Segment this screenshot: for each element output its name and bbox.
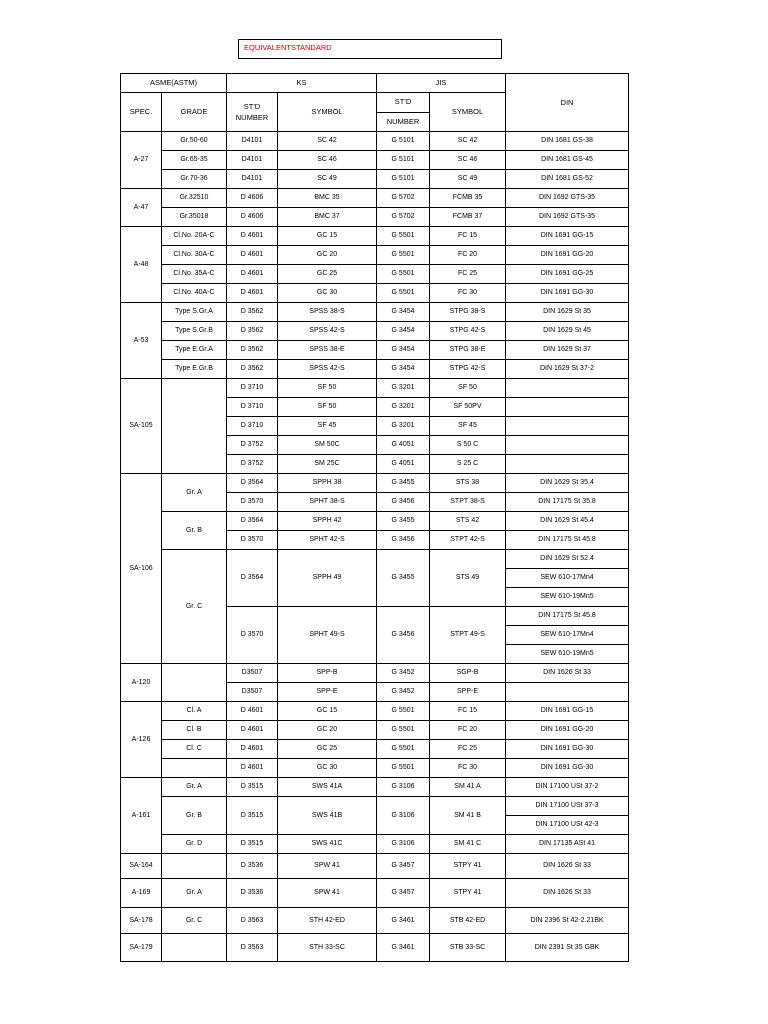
ks-std-number-cell: D 3564	[227, 474, 278, 493]
din-cell: DIN 2391 St 35 GBK	[506, 934, 629, 962]
jis-std-number-cell: G 3454	[377, 322, 430, 341]
jis-symbol-cell: STPT 38-S	[430, 493, 506, 512]
ks-std-number-cell: D 3536	[227, 879, 278, 908]
grade-cell: Gr. C	[162, 908, 227, 934]
jis-symbol-cell: STB 42-ED	[430, 908, 506, 934]
spec-cell: SA-178	[121, 908, 162, 934]
grade-cell: Cl. A	[162, 702, 227, 721]
table-row	[121, 759, 629, 778]
jis-std-number-cell: G 3452	[377, 683, 430, 702]
ks-symbol-cell: SWS 41A	[278, 778, 377, 797]
ks-std-number-cell: D4101	[227, 132, 278, 151]
ks-std-number-cell: D 3570	[227, 531, 278, 550]
ks-symbol-cell: SPPH 38	[278, 474, 377, 493]
spec-cell: A-47	[121, 189, 162, 227]
ks-std-number-cell: D 3570	[227, 607, 278, 664]
jis-std-number-cell: G 3461	[377, 908, 430, 934]
jis-symbol-cell: SF 45	[430, 417, 506, 436]
table-row	[121, 246, 629, 265]
jis-std-number-cell: G 3457	[377, 854, 430, 879]
ks-symbol-cell: SPPH 49	[278, 550, 377, 607]
jis-symbol-cell: S 25 C	[430, 455, 506, 474]
ks-symbol-cell: SF 50	[278, 398, 377, 417]
spec-cell: A-169	[121, 879, 162, 908]
ks-std-number-cell: D 3564	[227, 550, 278, 607]
jis-std-number-cell: G 3454	[377, 360, 430, 379]
ks-std-number-cell: D 4601	[227, 759, 278, 778]
table-row	[121, 854, 629, 879]
header-spec: SPEC.	[121, 93, 162, 132]
jis-symbol-cell: STPT 49-S	[430, 607, 506, 664]
grade-cell: Cl. B	[162, 721, 227, 740]
din-cell	[506, 398, 629, 417]
ks-symbol-cell: SPP-B	[278, 664, 377, 683]
table-row	[121, 740, 629, 759]
din-cell: SEW 610-19Mn5	[506, 645, 629, 664]
din-cell	[506, 379, 629, 398]
spec-cell: A-53	[121, 303, 162, 379]
grade-cell: Gr. D	[162, 835, 227, 854]
grade-cell: Type E.Gr.B	[162, 360, 227, 379]
grade-cell: Gr.35018	[162, 208, 227, 227]
din-cell: DIN 1629 St 37-2	[506, 360, 629, 379]
ks-std-number-cell: D 4601	[227, 284, 278, 303]
jis-symbol-cell: SF 50PV	[430, 398, 506, 417]
ks-symbol-cell: GC 15	[278, 702, 377, 721]
ks-symbol-cell: SPW 41	[278, 854, 377, 879]
table-row	[121, 341, 629, 360]
table-row	[121, 797, 629, 816]
table-row	[121, 474, 629, 493]
din-cell	[506, 683, 629, 702]
grade-cell	[162, 759, 227, 778]
table-row	[121, 322, 629, 341]
table-row	[121, 721, 629, 740]
jis-std-number-cell: G 3201	[377, 379, 430, 398]
jis-std-number-cell: G 3454	[377, 303, 430, 322]
ks-symbol-cell: SF 50	[278, 379, 377, 398]
jis-std-number-cell: G 5501	[377, 227, 430, 246]
grade-cell: Gr. A	[162, 879, 227, 908]
jis-std-number-cell: G 5501	[377, 284, 430, 303]
ks-symbol-cell: SC 46	[278, 151, 377, 170]
table-row	[121, 908, 629, 934]
din-cell: DIN 1691 GG-15	[506, 227, 629, 246]
grade-cell: Gr.50-60	[162, 132, 227, 151]
din-cell: DIN 1691 GG-15	[506, 702, 629, 721]
grade-cell	[162, 664, 227, 702]
grade-cell: Cl.No. 35A-C	[162, 265, 227, 284]
ks-symbol-cell: SPSS 42-S	[278, 360, 377, 379]
jis-symbol-cell: SGP-B	[430, 664, 506, 683]
din-cell: DIN 1626 St 33	[506, 664, 629, 683]
grade-cell: Gr. C	[162, 550, 227, 664]
jis-std-number-cell: G 5501	[377, 265, 430, 284]
ks-symbol-cell: SM 50C	[278, 436, 377, 455]
header-jis-number: NUMBER	[377, 112, 430, 132]
table-row	[121, 265, 629, 284]
ks-std-number-cell: D 4606	[227, 189, 278, 208]
din-cell: DIN 1691 GG-20	[506, 721, 629, 740]
grade-cell: Gr.65-35	[162, 151, 227, 170]
ks-std-number-cell: D 3710	[227, 398, 278, 417]
jis-std-number-cell: G 3452	[377, 664, 430, 683]
header-ks-std-number: ST'D NUMBER	[227, 93, 278, 132]
ks-symbol-cell: SWS 41C	[278, 835, 377, 854]
spec-cell: SA-179	[121, 934, 162, 962]
table-body	[121, 132, 629, 962]
din-cell: SEW 610-19Mn5	[506, 588, 629, 607]
din-cell	[506, 436, 629, 455]
jis-std-number-cell: G 3455	[377, 474, 430, 493]
jis-symbol-cell: FC 20	[430, 721, 506, 740]
grade-cell: Type S.Gr.B	[162, 322, 227, 341]
table-row	[121, 151, 629, 170]
jis-std-number-cell: G 3201	[377, 398, 430, 417]
ks-symbol-cell: BMC 35	[278, 189, 377, 208]
ks-std-number-cell: D 3563	[227, 934, 278, 962]
din-cell: DIN 1629 St 45	[506, 322, 629, 341]
din-cell: DIN 1629 St 52.4	[506, 550, 629, 569]
jis-std-number-cell: G 3456	[377, 531, 430, 550]
ks-symbol-cell: STH 42-ED	[278, 908, 377, 934]
table-row	[121, 284, 629, 303]
grade-cell: Gr.70-36	[162, 170, 227, 189]
header-din: DIN	[506, 74, 629, 132]
din-cell: DIN 1692 GTS-35	[506, 189, 629, 208]
din-cell: SEW 610-17Mn4	[506, 626, 629, 645]
jis-symbol-cell: STS 38	[430, 474, 506, 493]
grade-cell: Gr. A	[162, 474, 227, 512]
jis-symbol-cell: FC 25	[430, 265, 506, 284]
ks-symbol-cell: GC 20	[278, 246, 377, 265]
jis-symbol-cell: SF 50	[430, 379, 506, 398]
ks-std-number-cell: D 4601	[227, 721, 278, 740]
ks-symbol-cell: SWS 41B	[278, 797, 377, 835]
jis-std-number-cell: G 3461	[377, 934, 430, 962]
din-cell: DIN 1691 GG-20	[506, 246, 629, 265]
jis-std-number-cell: G 3106	[377, 797, 430, 835]
jis-std-number-cell: G 5702	[377, 208, 430, 227]
jis-symbol-cell: FC 25	[430, 740, 506, 759]
ks-symbol-cell: GC 30	[278, 759, 377, 778]
grade-cell: Cl. C	[162, 740, 227, 759]
jis-std-number-cell: G 5101	[377, 132, 430, 151]
ks-symbol-cell: GC 20	[278, 721, 377, 740]
table-row	[121, 778, 629, 797]
table-row	[121, 360, 629, 379]
grade-cell: Cl.No. 30A-C	[162, 246, 227, 265]
table-row	[121, 379, 629, 398]
ks-std-number-cell: D 4601	[227, 702, 278, 721]
jis-std-number-cell: G 3106	[377, 835, 430, 854]
ks-symbol-cell: GC 25	[278, 740, 377, 759]
grade-cell: Gr. B	[162, 797, 227, 835]
din-cell: DIN 17175 St 35.8	[506, 493, 629, 512]
ks-symbol-cell: SPHT 38-S	[278, 493, 377, 512]
table-row	[121, 934, 629, 962]
ks-std-number-cell: D 3562	[227, 360, 278, 379]
ks-symbol-cell: SPP-E	[278, 683, 377, 702]
din-cell: DIN 1629 St 35.4	[506, 474, 629, 493]
ks-std-number-cell: D 3752	[227, 455, 278, 474]
table-row	[121, 132, 629, 151]
ks-std-number-cell: D 4606	[227, 208, 278, 227]
grade-cell: Type E.Gr.A	[162, 341, 227, 360]
jis-std-number-cell: G 5501	[377, 759, 430, 778]
jis-symbol-cell: FC 20	[430, 246, 506, 265]
ks-symbol-cell: BMC 37	[278, 208, 377, 227]
grade-cell	[162, 934, 227, 962]
din-cell: DIN 1626 St 33	[506, 854, 629, 879]
din-cell: DIN 2396 St 42-2.21BK	[506, 908, 629, 934]
header-ks-symbol: SYMBOL	[278, 93, 377, 132]
din-cell: DIN 17175 St 45.8	[506, 607, 629, 626]
din-cell: DIN 1681 GS-52	[506, 170, 629, 189]
ks-symbol-cell: SPPH 42	[278, 512, 377, 531]
ks-symbol-cell: GC 15	[278, 227, 377, 246]
ks-symbol-cell: SF 45	[278, 417, 377, 436]
jis-symbol-cell: STPG 42-S	[430, 322, 506, 341]
jis-std-number-cell: G 3457	[377, 879, 430, 908]
jis-std-number-cell: G 5501	[377, 702, 430, 721]
ks-std-number-cell: D 3515	[227, 778, 278, 797]
jis-symbol-cell: SM 41 B	[430, 797, 506, 835]
jis-std-number-cell: G 5501	[377, 721, 430, 740]
jis-symbol-cell: STB 33-SC	[430, 934, 506, 962]
jis-std-number-cell: G 3456	[377, 493, 430, 512]
ks-std-number-cell: D4101	[227, 170, 278, 189]
din-cell	[506, 417, 629, 436]
spec-cell: A-48	[121, 227, 162, 303]
ks-symbol-cell: SPHT 49-S	[278, 607, 377, 664]
table-row	[121, 227, 629, 246]
ks-symbol-cell: SPW 41	[278, 879, 377, 908]
table-row	[121, 550, 629, 569]
jis-symbol-cell: FC 30	[430, 284, 506, 303]
din-cell: DIN 1681 GS-45	[506, 151, 629, 170]
spec-cell: SA-164	[121, 854, 162, 879]
ks-symbol-cell: SPSS 38-E	[278, 341, 377, 360]
jis-symbol-cell: STPT 42-S	[430, 531, 506, 550]
din-cell: DIN 17100 USt 37-3	[506, 797, 629, 816]
jis-std-number-cell: G 3106	[377, 778, 430, 797]
ks-std-number-cell: D 3563	[227, 908, 278, 934]
ks-std-number-cell: D 3562	[227, 303, 278, 322]
spec-cell: SA-106	[121, 474, 162, 664]
grade-cell: Cl.No. 20A-C	[162, 227, 227, 246]
jis-std-number-cell: G 5702	[377, 189, 430, 208]
ks-symbol-cell: SPHT 42-S	[278, 531, 377, 550]
table-row	[121, 303, 629, 322]
table-row	[121, 512, 629, 531]
jis-symbol-cell: STS 42	[430, 512, 506, 531]
jis-std-number-cell: G 3454	[377, 341, 430, 360]
jis-symbol-cell: STPG 38-E	[430, 341, 506, 360]
jis-symbol-cell: STPY 41	[430, 879, 506, 908]
ks-std-number-cell: D 3536	[227, 854, 278, 879]
din-cell: DIN 17135 ASt 41	[506, 835, 629, 854]
ks-std-number-cell: D 3515	[227, 797, 278, 835]
header-jis-std: ST'D	[377, 93, 430, 113]
ks-std-number-cell: D 3752	[227, 436, 278, 455]
header-asme: ASME(ASTM)	[121, 74, 227, 93]
ks-std-number-cell: D 3562	[227, 341, 278, 360]
header-jis-symbol: SYMBOL	[430, 93, 506, 132]
spec-cell: A-126	[121, 702, 162, 778]
spec-cell: SA-105	[121, 379, 162, 474]
ks-std-number-cell: D 3570	[227, 493, 278, 512]
ks-symbol-cell: SPSS 42-S	[278, 322, 377, 341]
jis-symbol-cell: FC 15	[430, 702, 506, 721]
din-cell: DIN 1691 GG-30	[506, 759, 629, 778]
din-cell: DIN 1626 St 33	[506, 879, 629, 908]
din-cell: DIN 17100 USt 42-3	[506, 816, 629, 835]
ks-std-number-cell: D 3710	[227, 417, 278, 436]
grade-cell: Gr. B	[162, 512, 227, 550]
ks-std-number-cell: D 3564	[227, 512, 278, 531]
jis-std-number-cell: G 3456	[377, 607, 430, 664]
jis-std-number-cell: G 3455	[377, 512, 430, 531]
header-grade: GRADE	[162, 93, 227, 132]
spec-cell: A-120	[121, 664, 162, 702]
table-row	[121, 702, 629, 721]
spec-cell: A-27	[121, 132, 162, 189]
din-cell: DIN 1691 GG-30	[506, 740, 629, 759]
jis-symbol-cell: SPP-E	[430, 683, 506, 702]
jis-symbol-cell: FCMB 35	[430, 189, 506, 208]
jis-std-number-cell: G 5101	[377, 170, 430, 189]
jis-symbol-cell: SM 41 C	[430, 835, 506, 854]
jis-symbol-cell: SC 49	[430, 170, 506, 189]
ks-std-number-cell: D4101	[227, 151, 278, 170]
header-ks: KS	[227, 74, 377, 93]
ks-symbol-cell: GC 30	[278, 284, 377, 303]
table-row	[121, 208, 629, 227]
table-row	[121, 189, 629, 208]
grade-cell	[162, 854, 227, 879]
din-cell: DIN 1629 St 37	[506, 341, 629, 360]
din-cell: DIN 1629 St 35	[506, 303, 629, 322]
ks-std-number-cell: D 3710	[227, 379, 278, 398]
ks-symbol-cell: SC 49	[278, 170, 377, 189]
ks-std-number-cell: D 4601	[227, 246, 278, 265]
jis-symbol-cell: STPG 38-S	[430, 303, 506, 322]
ks-std-number-cell: D 4601	[227, 740, 278, 759]
din-cell: SEW 610-17Mn4	[506, 569, 629, 588]
jis-symbol-cell: SC 46	[430, 151, 506, 170]
grade-cell: Cl.No. 40A-C	[162, 284, 227, 303]
din-cell: DIN 1681 GS-38	[506, 132, 629, 151]
jis-std-number-cell: G 5101	[377, 151, 430, 170]
din-cell: DIN 17100 USt 37-2	[506, 778, 629, 797]
jis-symbol-cell: FC 15	[430, 227, 506, 246]
equivalent-standard-table	[120, 73, 629, 962]
document-title-box	[238, 39, 502, 59]
din-cell	[506, 455, 629, 474]
table-row	[121, 879, 629, 908]
table-row	[121, 170, 629, 189]
jis-symbol-cell: FCMB 37	[430, 208, 506, 227]
grade-cell: Type S.Gr.A	[162, 303, 227, 322]
din-cell: DIN 1691 GG-30	[506, 284, 629, 303]
jis-symbol-cell: STPY 41	[430, 854, 506, 879]
din-cell: DIN 17175 St 45.8	[506, 531, 629, 550]
ks-std-number-cell: D 4601	[227, 227, 278, 246]
jis-symbol-cell: FC 30	[430, 759, 506, 778]
jis-std-number-cell: G 5501	[377, 246, 430, 265]
jis-symbol-cell: S 50 C	[430, 436, 506, 455]
ks-std-number-cell: D 3562	[227, 322, 278, 341]
jis-std-number-cell: G 3201	[377, 417, 430, 436]
table-row	[121, 835, 629, 854]
ks-symbol-cell: GC 25	[278, 265, 377, 284]
spec-cell: A-161	[121, 778, 162, 854]
din-cell: DIN 1692 GTS-35	[506, 208, 629, 227]
jis-symbol-cell: STPG 42-S	[430, 360, 506, 379]
jis-symbol-cell: STS 49	[430, 550, 506, 607]
grade-cell: Gr. A	[162, 778, 227, 797]
ks-symbol-cell: SPSS 38-S	[278, 303, 377, 322]
din-cell: DIN 1691 GG-25	[506, 265, 629, 284]
ks-std-number-cell: D 4601	[227, 265, 278, 284]
ks-std-number-cell: D3507	[227, 664, 278, 683]
jis-symbol-cell: SC 42	[430, 132, 506, 151]
ks-symbol-cell: STH 33-SC	[278, 934, 377, 962]
din-cell: DIN 1629 St 45.4	[506, 512, 629, 531]
jis-symbol-cell: SM 41 A	[430, 778, 506, 797]
table-row	[121, 664, 629, 683]
header-jis: JIS	[377, 74, 506, 93]
jis-std-number-cell: G 4051	[377, 436, 430, 455]
document-title: EQUIVALENTSTANDARD	[244, 43, 332, 52]
grade-cell: Gr.32510	[162, 189, 227, 208]
ks-symbol-cell: SC 42	[278, 132, 377, 151]
grade-cell	[162, 379, 227, 474]
ks-symbol-cell: SM 25C	[278, 455, 377, 474]
ks-std-number-cell: D3507	[227, 683, 278, 702]
jis-std-number-cell: G 5501	[377, 740, 430, 759]
jis-std-number-cell: G 3455	[377, 550, 430, 607]
jis-std-number-cell: G 4051	[377, 455, 430, 474]
ks-std-number-cell: D 3515	[227, 835, 278, 854]
